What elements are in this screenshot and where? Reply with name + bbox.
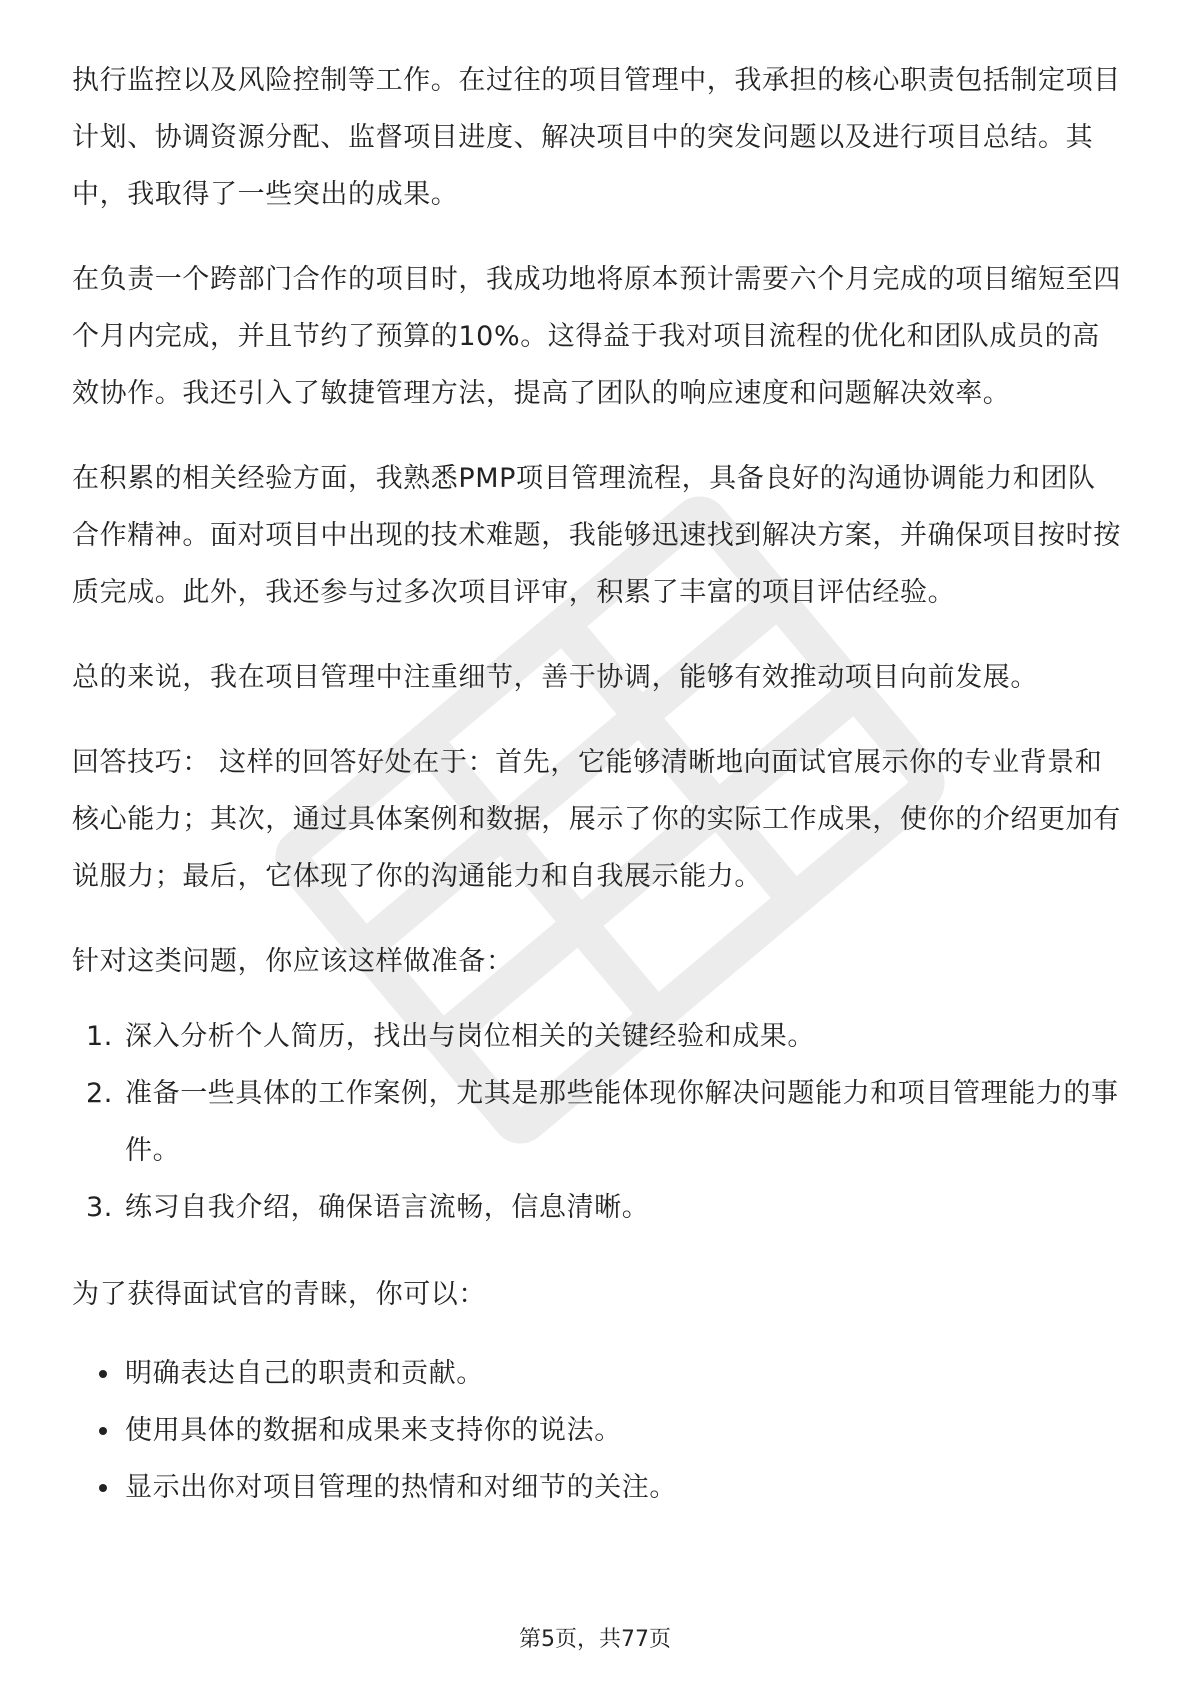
list-item — [72, 1065, 1122, 1179]
bullet-icon — [99, 1370, 107, 1378]
bullet-icon — [99, 1427, 107, 1435]
list-item-text: 明确表达自己的职责和贡献。 — [125, 1358, 484, 1389]
list-item — [72, 1008, 1122, 1065]
list-item — [72, 1179, 1122, 1236]
list-item-text: 深入分析个人简历，找出与岗位相关的关键经验和成果。 — [125, 1021, 815, 1052]
list-item — [72, 1459, 1122, 1516]
bullet-icon — [99, 1484, 107, 1492]
list-item — [72, 1345, 1122, 1402]
paragraph-answer-tips: 回答技巧： 这样的回答好处在于：首先，它能够清晰地向面试官展示你的专业背景和核心能力；其次，通过具体案例和数据，展示了你的实际工作成果，使你的介绍更加有说服力；最后，它体现了你的沟通能力和自我展示能力。 — [72, 747, 1121, 892]
paragraph-tips-intro: 为了获得面试官的青睐，你可以： — [72, 1279, 486, 1310]
paragraph-responsibilities: 执行监控以及风险控制等工作。在过往的项目管理中，我承担的核心职责包括制定项目计划、协调资源分配、监督项目进度、解决项目中的突发问题以及进行项目总结。其中，我取得了一些突出的成果。 — [72, 65, 1121, 210]
page-number: 第5页，共77页 — [519, 1627, 671, 1652]
list-number: 3. — [86, 1192, 113, 1223]
paragraph-experience: 在积累的相关经验方面，我熟悉PMP项目管理流程，具备良好的沟通协调能力和团队合作精神。面对项目中出现的技术难题，我能够迅速找到解决方案，并确保项目按时按质完成。此外，我还参与过多次项目评审，积累了丰富的项目评估经验。 — [72, 463, 1121, 608]
list-number: 1. — [86, 1021, 113, 1052]
document-page — [72, 52, 1122, 1516]
list-item-text: 使用具体的数据和成果来支持你的说法。 — [125, 1415, 622, 1446]
prep-list — [72, 1008, 1122, 1236]
list-item-text: 准备一些具体的工作案例，尤其是那些能体现你解决问题能力和项目管理能力的事件。 — [125, 1078, 1119, 1166]
list-number: 2. — [86, 1078, 113, 1109]
list-item-text: 练习自我介绍，确保语言流畅，信息清晰。 — [125, 1192, 650, 1223]
paragraph-summary: 总的来说，我在项目管理中注重细节，善于协调，能够有效推动项目向前发展。 — [72, 662, 1038, 693]
paragraph-cross-department-project: 在负责一个跨部门合作的项目时，我成功地将原本预计需要六个月完成的项目缩短至四个月内完成，并且节约了预算的10%。这得益于我对项目流程的优化和团队成员的高效协作。我还引入了敏捷管理方法，提高了团队的响应速度和问题解决效率。 — [72, 264, 1121, 409]
list-item — [72, 1402, 1122, 1459]
tips-list — [72, 1345, 1122, 1516]
paragraph-prep-intro: 针对这类问题，你应该这样做准备： — [72, 946, 514, 977]
list-item-text: 显示出你对项目管理的热情和对细节的关注。 — [125, 1472, 677, 1503]
